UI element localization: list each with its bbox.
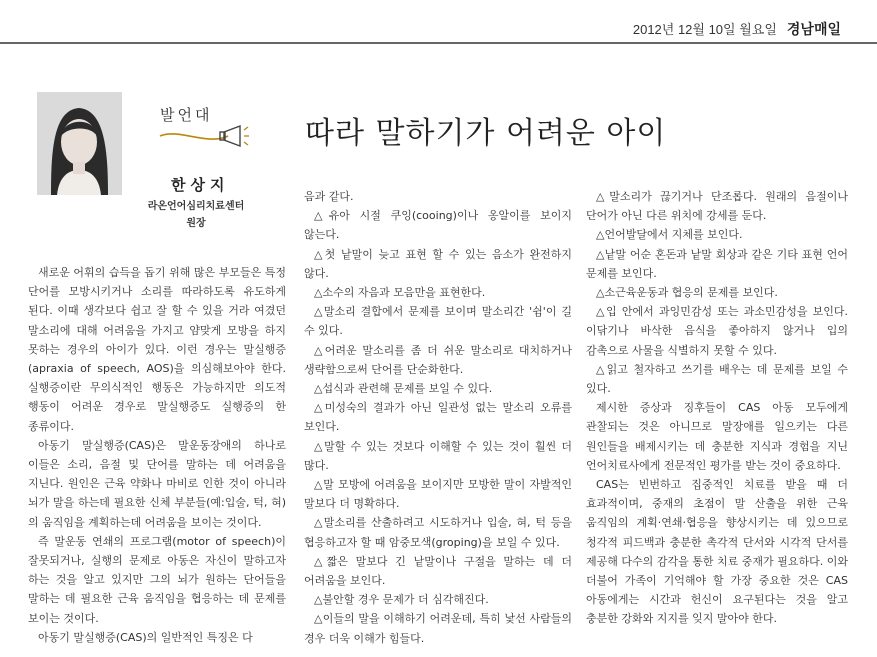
author-name: 한상지 bbox=[171, 176, 230, 194]
header-rule bbox=[0, 42, 877, 44]
list-item: △말할 수 있는 것보다 이해할 수 있는 것이 훨씬 더 많다. bbox=[304, 439, 572, 472]
list-item: △낱말 어순 혼돈과 낱말 회상과 같은 기타 표현 언어 문제를 보인다. bbox=[586, 247, 848, 280]
megaphone-icon bbox=[158, 124, 250, 150]
list-item: △불안할 경우 문제가 더 심각해진다. bbox=[314, 593, 489, 607]
paragraph: 제시한 증상과 징후들이 CAS 아동 모두에게 관찰되는 것은 아니므로 말장애를 일으키는 다른 원인들을 배제시키는 데 충분한 지식과 경험을 지닌 언어치료사에게 전문적인 평가를 받는 것이 중요하다. bbox=[586, 401, 848, 472]
issue-date: 2012년 12월 10일 월요일 bbox=[632, 22, 777, 37]
list-item: △읽고 철자하고 쓰기를 배우는 데 문제를 보일 수 있다. bbox=[586, 362, 848, 396]
header-dateline bbox=[633, 19, 841, 39]
author-affiliation bbox=[146, 198, 246, 232]
author-org: 라온언어심리치료센터 bbox=[147, 201, 245, 212]
article-column-1 bbox=[28, 263, 286, 647]
list-item: △말 모방에 어려움을 보이지만 모방한 말이 자발적인 말보다 더 명확하다. bbox=[304, 478, 572, 511]
list-item: △짧은 말보다 긴 낱말이나 구절을 말하는 데 더 어려움을 보인다. bbox=[304, 554, 572, 588]
list-item: △말소리 결합에서 문제를 보이며 말소리간 '쉼'이 길 수 있다. bbox=[304, 305, 572, 338]
paragraph: 음과 같다. bbox=[304, 190, 354, 203]
list-item: △이들의 말을 이해하기 어려운데, 특히 낯선 사람들의 경우 더욱 이해가 힘들다. bbox=[304, 612, 572, 645]
paragraph: CAS는 빈번하고 집중적인 치료를 받을 때 더 효과적이며, 중재의 초점이 말 산출을 위한 근육 움직임의 계획·연쇄·협응을 향상시키는 데 있으므로 청각적 피드백과 충분한 촉각적 단서와 시각적 단서를 제공해 다수의 감각을 통한 치료 중재가 필요하다. 이와 더불어 가족이 기억해야 할 가장 중요한 것은 CAS 아동에게는 시간과 헌신이 요구된다는 것을 알고 충분한 강화와 지지를 잊지 말아야 한다. bbox=[586, 478, 848, 626]
article-headline: 따라 말하기가 어려운 아이 bbox=[305, 116, 667, 151]
list-item: △말소리가 끊기거나 단조롭다. 원래의 음절이나 단어가 아닌 다른 위치에 강세를 둔다. bbox=[586, 190, 848, 223]
newspaper-name: 경남매일 bbox=[786, 21, 841, 37]
article-column-3 bbox=[586, 187, 848, 629]
column-label: 발언대 bbox=[160, 106, 213, 124]
paragraph: 아동기 말실행증(CAS)의 일반적인 특징은 다 bbox=[38, 630, 253, 644]
list-item: △언어발달에서 지체를 보인다. bbox=[596, 228, 743, 242]
list-item: △미성숙의 결과가 아닌 일관성 없는 말소리 오류를 보인다. bbox=[304, 401, 572, 434]
list-item: △유아 시절 쿠잉(cooing)이나 옹알이를 보이지 않는다. bbox=[304, 209, 572, 242]
author-title: 원장 bbox=[186, 218, 206, 229]
list-item: △첫 낱말이 늦고 표현 할 수 있는 음소가 완전하지 않다. bbox=[304, 247, 572, 280]
paragraph: 새로운 어휘의 습득을 돕기 위해 많은 부모들은 특정 단어를 모방시키거나 소리를 따라하도록 유도하게 된다. 이때 생각보다 쉽고 잘 할 수 있을 거라 여겼던 말소리에 대해 어려움을 가지고 얌맞게 모방을 하지 못하는 경우의 아이가 있다. 이런 경우는 말실행증(apraxia of speech, AOS)을 의심해보아야 한다. 실행증이란 무의식적인 행동은 가능하지만 의도적 행동이 어려운 경우로 말실행증도 실행증의 한 종류이다. bbox=[28, 266, 286, 433]
column-logo bbox=[140, 100, 250, 150]
list-item: △소근육운동과 협응의 문제를 보인다. bbox=[596, 286, 778, 300]
list-item: △소수의 자음과 모음만을 표현한다. bbox=[314, 286, 486, 300]
list-item: △입 안에서 과잉민감성 또는 과소민감성을 보인다. 이닦기나 바삭한 음식을 좋아하지 않거나 입의 감촉으로 사물을 식별하지 못할 수 있다. bbox=[586, 305, 848, 357]
author-photo bbox=[37, 92, 122, 195]
paragraph: 즉 말운동 연쇄의 프로그램(motor of speech)이 잘못되거나, 실행의 문제로 아동은 자신이 말하고자 하는 것을 알고 있지만 그의 뇌가 원하는 단어들을 말하는 데 필요한 근육 움직임을 협응하는 데 문제를 보이는 것이다. bbox=[28, 534, 286, 625]
article-column-2 bbox=[304, 187, 572, 648]
list-item: △섭식과 관련해 문제를 보일 수 있다. bbox=[314, 382, 493, 396]
paragraph: 아동기 말실행증(CAS)은 말운동장애의 하나로 이들은 소리, 음절 및 단어를 말하는 데 어려움을 지닌다. 원인은 근육 약화나 마비로 인한 것이 아니라 뇌가 말을 하는데 필요한 신체 부분들(예:입술, 턱, 혀)의 움직임을 계획하는데 어려움을 보이는 것이다. bbox=[28, 438, 286, 529]
list-item: △말소리를 산출하려고 시도하거나 입술, 혀, 턱 등을 협응하고자 할 때 암중모색(groping)을 보일 수 있다. bbox=[304, 516, 572, 549]
list-item: △어려운 말소리를 좀 더 쉬운 말소리로 대치하거나 생략함으로써 단어를 단순화한다. bbox=[304, 343, 572, 376]
